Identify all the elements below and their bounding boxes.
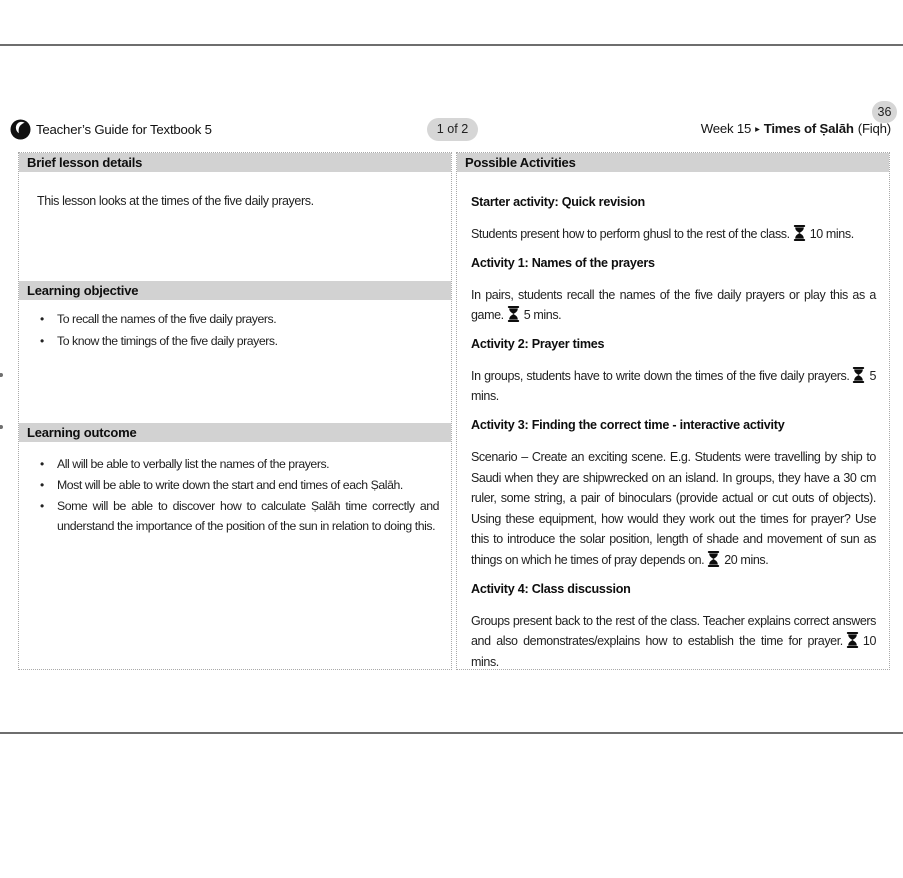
activity-body: Students present how to perform ghusl to the rest of the class. <box>471 227 790 241</box>
activity-title: Activity 3: Finding the correct time - interactive activity <box>471 417 785 432</box>
bullet-icon: • <box>40 457 44 471</box>
pagination-pill <box>427 118 478 141</box>
learning-objective-list <box>40 308 439 352</box>
activity-body: Scenario – Create an exciting scene. E.g. Students were travelling by ship to Saudi when they are shipwrecked on an island. In groups, they have a 30 cm ruler, some string, a pair of binoculars (provide actual or cut outs of objects). Using these equipment, how would they work out the times for prayer? Use this to introduce the solar position, length of shade and movement of sun as things on which he times of pray depends on. <box>471 449 876 567</box>
brand-header <box>10 118 212 140</box>
brand-title: Teacher’s Guide for Textbook 5 <box>36 121 212 137</box>
hourglass-icon <box>846 632 859 648</box>
list-item <box>40 308 439 330</box>
bottom-rule-line <box>0 732 903 734</box>
activity-duration: 20 mins. <box>724 552 769 567</box>
objective-text: To know the timings of the five daily prayers. <box>57 334 278 348</box>
list-item <box>40 496 439 538</box>
pagination-label: 1 of 2 <box>436 122 469 136</box>
possible-activities-column <box>456 152 890 670</box>
section-header-brief-lesson-details: Brief lesson details <box>19 153 451 172</box>
activity-description <box>471 285 876 326</box>
outcome-text: All will be able to verbally list the names of the prayers. <box>57 457 330 471</box>
arrow-separator-icon: ▸ <box>755 124 760 135</box>
outcome-text: Some will be able to discover how to calculate Ṣalāh time correctly and understand the importance of the position of the sun in relation to doing this. <box>57 498 439 534</box>
bullet-icon: • <box>40 312 44 326</box>
activities-list <box>471 172 876 672</box>
activity-description <box>471 611 876 673</box>
objective-text: To recall the names of the five daily prayers. <box>57 312 277 326</box>
activity-duration: 5 mins. <box>523 308 562 323</box>
activity-duration: 10 mins. <box>809 227 854 241</box>
week-label: Week 15 <box>700 121 752 136</box>
activity-description <box>471 224 876 245</box>
hourglass-icon <box>707 551 720 567</box>
top-rule-line <box>0 44 903 46</box>
lesson-details-column <box>18 152 452 670</box>
section-header-learning-objective: Learning objective <box>19 281 451 300</box>
hourglass-icon <box>852 367 865 383</box>
scan-artifact-dot <box>0 373 3 377</box>
activity-title: Starter activity: Quick revision <box>471 195 645 209</box>
hourglass-icon <box>507 306 520 322</box>
page-number: 36 <box>877 105 892 119</box>
activity-body: In pairs, students recall the names of the five daily prayers or play this as a game. <box>471 287 876 323</box>
topic-title: Times of Ṣalāh <box>763 121 854 136</box>
activity-body: Groups present back to the rest of the class. Teacher explains correct answers and also demonstrates/explains how to establish the time for prayer. <box>471 613 876 649</box>
hourglass-icon <box>793 225 806 241</box>
section-header-learning-outcome: Learning outcome <box>19 423 451 442</box>
outcome-text: Most will be able to write down the start and end times of each Ṣalāh. <box>57 477 403 492</box>
bullet-icon: • <box>40 334 44 348</box>
activity-duration: 5 mins. <box>471 368 876 404</box>
section-header-possible-activities: Possible Activities <box>457 153 889 172</box>
list-item <box>40 454 439 475</box>
list-item <box>40 330 439 352</box>
activity-title: Activity 4: Class discussion <box>471 581 631 596</box>
learning-outcome-list <box>40 454 439 537</box>
bullet-icon: • <box>40 498 44 513</box>
list-item <box>40 475 439 496</box>
activity-description <box>471 447 876 571</box>
activity-duration: 10 mins. <box>471 634 876 669</box>
week-topic-header <box>701 121 891 136</box>
scan-artifact-dot <box>0 425 3 429</box>
activity-title: Activity 1: Names of the prayers <box>471 255 655 270</box>
bullet-icon: • <box>40 477 44 492</box>
brief-lesson-body: This lesson looks at the times of the five daily prayers. <box>37 194 314 208</box>
publisher-logo-icon <box>10 119 31 140</box>
topic-subject: (Fiqh) <box>857 121 891 136</box>
activity-body: In groups, students have to write down the times of the five daily prayers. <box>471 368 850 383</box>
activity-title: Activity 2: Prayer times <box>471 336 605 351</box>
page-number-badge <box>872 101 897 123</box>
activity-description <box>471 366 876 407</box>
